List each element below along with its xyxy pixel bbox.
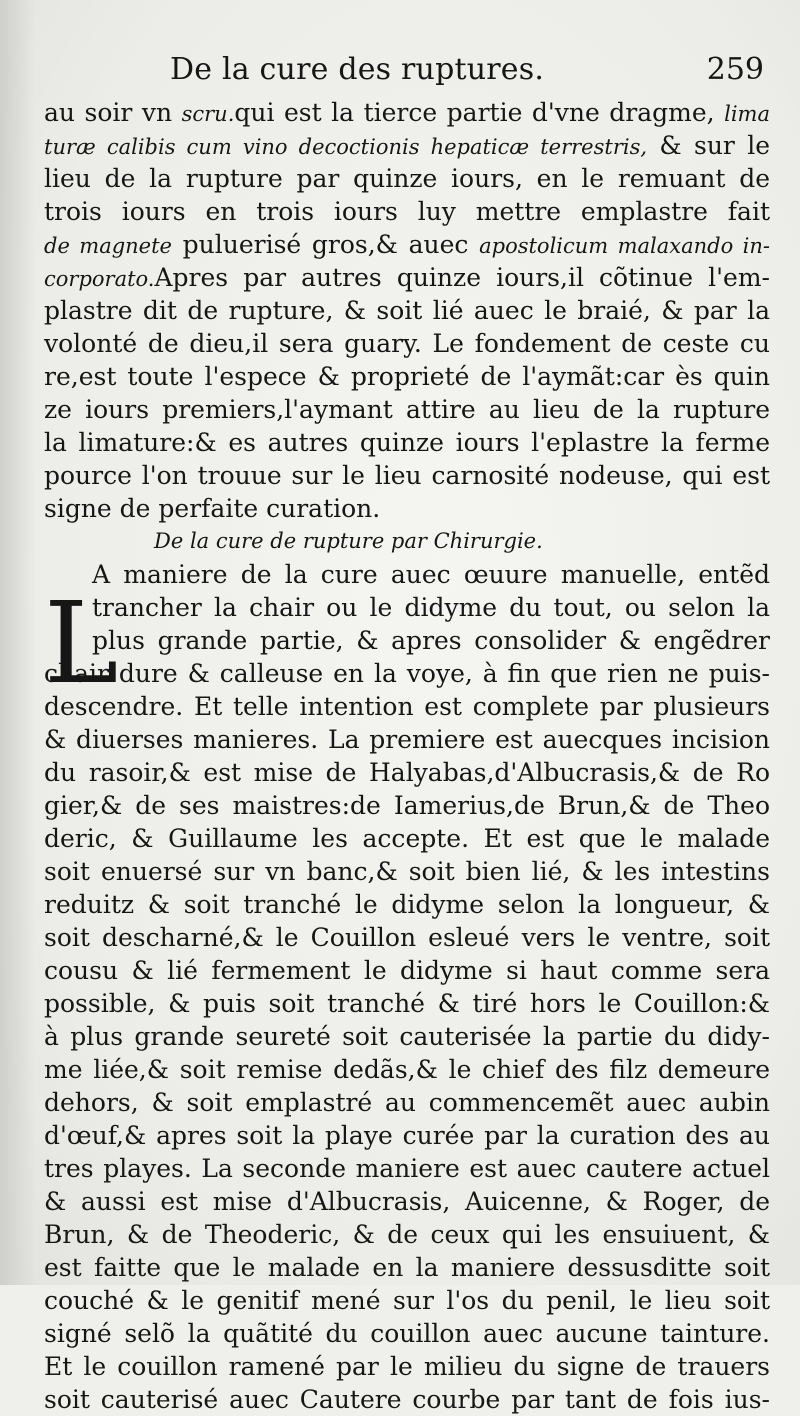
text-line	[44, 690, 770, 723]
text-line	[44, 954, 770, 987]
text-line	[44, 1020, 770, 1053]
text-segment: chair dure & calleuse en la voye, à fin que rien ne puis-	[44, 659, 770, 688]
text-segment: re,est toute l'espece & proprieté de l'aymãt:car ès quin	[44, 362, 770, 391]
text-line	[44, 789, 770, 822]
text-line	[44, 1053, 770, 1086]
text-line	[44, 1185, 770, 1218]
text-line	[44, 558, 770, 591]
text-segment: au soir vn	[44, 98, 182, 127]
text-line	[44, 360, 770, 393]
text-line	[44, 624, 770, 657]
italic-segment: scru.	[181, 102, 235, 126]
text-line	[44, 426, 770, 459]
italic-segment: apostolicum malaxando in-	[479, 234, 770, 258]
text-line	[44, 261, 770, 294]
section-heading: De la cure de rupture par Chirurgie.	[154, 529, 543, 553]
text-line	[44, 228, 770, 261]
text-segment: & sur le	[647, 131, 771, 160]
paragraph-continuation	[44, 96, 770, 525]
text-line	[44, 921, 770, 954]
italic-segment: turæ calibis cum vino decoctionis hepaticæ terrestris,	[44, 135, 648, 159]
page-header	[44, 52, 764, 92]
text-line	[44, 1152, 770, 1185]
italic-segment: lima	[724, 102, 770, 126]
text-line	[44, 1086, 770, 1119]
text-segment: puluerisé gros,& auec	[171, 230, 480, 259]
text-line	[44, 657, 770, 690]
text-segment: & diuerses manieres. La premiere est auecques incision	[44, 725, 770, 754]
text-segment: descendre. Et telle intention est complete par plusieurs	[44, 692, 770, 721]
text-segment: & aussi est mise d'Albucrasis, Auicenne, & Roger, de	[44, 1187, 770, 1216]
text-line	[44, 1317, 770, 1350]
text-segment: à plus grande seureté soit cauterisée la partie du didy-	[44, 1022, 770, 1051]
text-segment: plastre dit de rupture, & soit lié auec le braié, & par la	[44, 296, 770, 325]
text-line	[44, 822, 770, 855]
text-line	[44, 393, 770, 426]
text-segment: signe de perfaite curation.	[44, 494, 381, 523]
italic-segment: corporato.	[44, 267, 155, 291]
text-segment: lieu de la rupture par quinze iours, en le remuant de	[44, 164, 770, 193]
text-line	[44, 96, 770, 129]
text-segment: Et le couillon ramené par le milieu du signe de trauers	[44, 1352, 770, 1381]
text-segment: tres playes. La seconde maniere est auec cautere actuel	[44, 1154, 770, 1183]
text-segment: soit cauterisé auec Cautere courbe par tant de fois ius-	[44, 1385, 770, 1414]
text-segment: dehors, & soit emplastré au commencemẽt auec aubin	[44, 1088, 770, 1117]
text-line	[44, 327, 770, 360]
text-line	[44, 195, 770, 228]
text-line	[44, 855, 770, 888]
text-segment: Apres par autres quinze iours,il cõtinue l'em-	[154, 263, 770, 292]
text-segment: trancher la chair ou le didyme du tout, ou selon la	[92, 593, 770, 622]
text-segment: possible, & puis soit tranché & tiré hors le Couillon:&	[44, 989, 770, 1018]
text-segment: ze iours premiers,l'aymant attire au lieu de la rupture	[44, 395, 770, 424]
text-line	[44, 723, 770, 756]
text-line	[44, 459, 770, 492]
text-segment: couché & le genitif mené sur l'os du penil, le lieu soit	[44, 1286, 770, 1315]
page-number: 259	[706, 52, 764, 87]
text-segment: gier,& de ses maistres:de Iamerius,de Brun,& de Theo	[44, 791, 770, 820]
text-segment: Brun, & de Theoderic, & de ceux qui les ensuiuent, &	[44, 1220, 770, 1249]
paragraph-surgical-cure	[44, 558, 770, 1416]
text-line	[44, 1119, 770, 1152]
text-segment: du rasoir,& est mise de Halyabas,d'Albucrasis,& de Ro	[44, 758, 770, 787]
text-segment: plus grande partie, & apres consolider & engẽdrer	[92, 626, 770, 655]
text-segment: A maniere de la cure auec œuure manuelle, entẽd	[92, 560, 770, 589]
text-segment: cousu & lié fermement le didyme si haut comme sera	[44, 956, 770, 985]
text-line	[44, 492, 770, 525]
text-segment: deric, & Guillaume les accepte. Et est que le malade	[44, 824, 770, 853]
running-title: De la cure des ruptures.	[170, 52, 545, 87]
text-line	[44, 162, 770, 195]
italic-segment: de magnete	[44, 234, 172, 258]
text-segment: trois iours en trois iours luy mettre emplastre fait	[44, 197, 770, 226]
text-segment: signé selõ la quãtité du couillon auec aucune tainture.	[44, 1319, 770, 1348]
text-line	[44, 1284, 770, 1317]
text-line	[44, 591, 770, 624]
text-segment: soit enuersé sur vn banc,& soit bien lié, & les intestins	[44, 857, 770, 886]
text-segment: est faitte que le malade en la maniere dessusditte soit	[44, 1253, 770, 1282]
gutter-shadow	[0, 0, 36, 1285]
text-line	[44, 129, 770, 162]
text-line	[44, 756, 770, 789]
text-segment: volonté de dieu,il sera guary. Le fondement de ceste cu	[44, 329, 770, 358]
text-segment: la limature:& es autres quinze iours l'eplastre la ferme	[44, 428, 770, 457]
text-segment: me liée,& soit remise dedãs,& le chief des filz demeure	[44, 1055, 770, 1084]
text-line	[44, 1251, 770, 1284]
text-line	[44, 1218, 770, 1251]
body-text	[44, 96, 770, 1416]
text-segment: soit descharné,& le Couillon esleué vers le ventre, soit	[44, 923, 770, 952]
text-line	[44, 294, 770, 327]
text-segment: qui est la tierce partie d'vne dragme,	[234, 98, 725, 127]
drop-capital: L	[44, 579, 119, 709]
text-line	[44, 1383, 770, 1416]
text-segment: d'œuf,& apres soit la playe curée par la curation des au	[44, 1121, 770, 1150]
text-line	[44, 987, 770, 1020]
text-segment: pource l'on trouue sur le lieu carnosité nodeuse, qui est	[44, 461, 770, 490]
text-line	[44, 1350, 770, 1383]
text-segment: reduitz & soit tranché le didyme selon la longueur, &	[44, 890, 770, 919]
text-line	[44, 888, 770, 921]
